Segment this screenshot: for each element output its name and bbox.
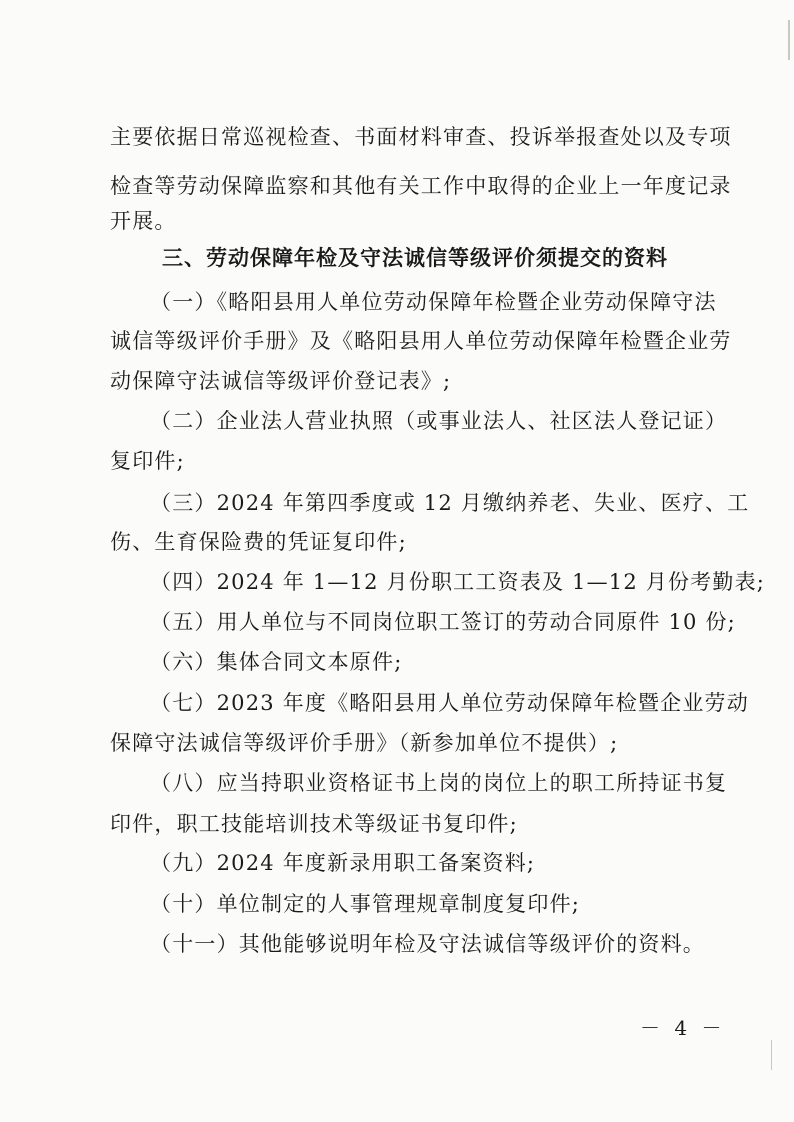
scan-edge-mark-top	[788, 20, 790, 60]
item-9-line: （九）2024 年度新录用职工备案资料;	[150, 851, 536, 875]
item-7-line-1: （七）2023 年度《略阳县用人单位劳动保障年检暨企业劳动	[150, 691, 749, 715]
body-line-1: 主要依据日常巡视检查、书面材料审查、投诉举报查处以及专项	[110, 125, 732, 149]
item-10-line: （十）单位制定的人事管理规章制度复印件;	[150, 892, 581, 916]
scan-edge-mark-bottom	[771, 1040, 772, 1070]
item-8-line-2: 印件，职工技能培训技术等级证书复印件;	[110, 812, 518, 836]
item-1-line-1: （一）《略阳县用人单位劳动保障年检暨企业劳动保障守法	[150, 290, 717, 314]
item-6-line: （六）集体合同文本原件;	[150, 650, 403, 674]
item-3-line-2: 伤、生育保险费的凭证复印件;	[110, 530, 407, 554]
item-4-line: （四）2024 年 1—12 月份职工工资表及 1—12 月份考勤表;	[150, 570, 766, 594]
item-7-line-2: 保障守法诚信等级评价手册》（新参加单位不提供）;	[110, 731, 619, 755]
item-1-line-3: 动保障守法诚信等级评价登记表》;	[110, 369, 452, 393]
body-line-3: 开展。	[110, 209, 177, 233]
item-8-line-1: （八）应当持职业资格证书上岗的岗位上的职工所持证书复	[150, 771, 728, 795]
page-number: － 4 －	[640, 1016, 726, 1040]
body-line-2: 检查等劳动保障监察和其他有关工作中取得的企业上一年度记录	[110, 174, 732, 198]
item-11-line: （十一）其他能够说明年检及守法诚信等级评价的资料。	[150, 932, 705, 956]
item-2-line-2: 复印件;	[110, 449, 185, 473]
item-1-line-2: 诚信等级评价手册》及《略阳县用人单位劳动保障年检暨企业劳	[110, 329, 732, 353]
section-heading: 三、劳动保障年检及守法诚信等级评价须提交的资料	[162, 246, 668, 270]
item-3-line-1: （三）2024 年第四季度或 12 月缴纳养老、失业、医疗、工	[150, 491, 750, 515]
item-2-line-1: （二）企业法人营业执照（或事业法人、社区法人登记证）	[150, 409, 728, 433]
item-5-line: （五）用人单位与不同岗位职工签订的劳动合同原件 10 份;	[150, 610, 736, 634]
